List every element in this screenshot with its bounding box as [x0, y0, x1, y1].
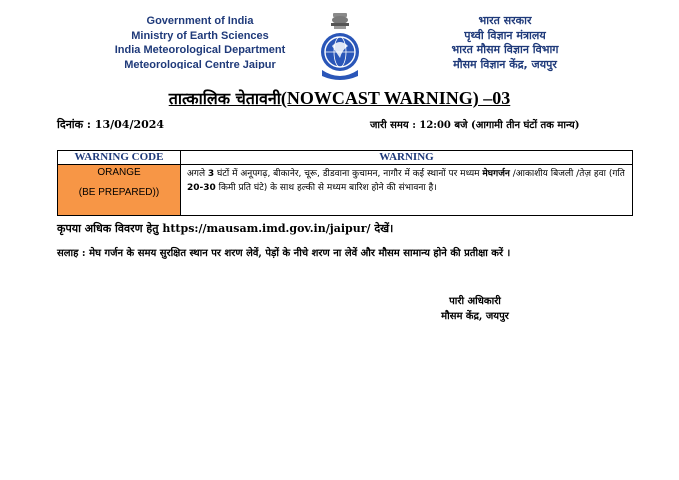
signature-line: मौसम केंद्र, जयपुर — [441, 311, 509, 322]
header-line: India Meteorological Department — [114, 44, 286, 56]
warning-code-cell — [58, 165, 181, 216]
col-header-warning: WARNING — [181, 151, 633, 165]
header-line: भारत मौसम विज्ञान विभाग — [451, 43, 559, 56]
warning-table — [57, 150, 633, 216]
header-english — [100, 14, 300, 69]
warning-text — [181, 165, 633, 216]
title-hindi: तात्कालिक चेतावनी — [168, 89, 281, 108]
signature-line: पारी अधिकारी — [449, 296, 501, 307]
warning-hours: 3 — [207, 169, 215, 179]
header-line: Meteorological Centre Jaipur — [124, 58, 276, 69]
warning-text-part: /आकाशीय बिजली /तेज़ हवा (गति — [509, 169, 625, 179]
warning-level: ORANGE — [97, 167, 141, 178]
issue-date: दिनांक : 13/04/2024 — [57, 118, 165, 131]
advice-text: सलाह : मेघ गर्जन के समय सुरक्षित स्थान पर शरण लेवें, पेड़ों के नीचे शरण ना लेवें और मौसम सामान्य होने की प्रतीक्षा करें । — [57, 248, 511, 259]
col-header-code: WARNING CODE — [58, 151, 181, 165]
header-line: Ministry of Earth Sciences — [131, 29, 269, 42]
header-hindi — [420, 14, 590, 72]
warning-text-part: अगले — [187, 169, 208, 179]
warning-wind-speed: 20-30 — [187, 183, 216, 193]
title-english: (NOWCAST WARNING) –03 — [280, 88, 511, 108]
header-line: मौसम विज्ञान केंद्र, जयपुर — [453, 57, 557, 71]
header-line: Government of India — [146, 15, 254, 27]
issue-time: जारी समय : 12:00 बजे (आगामी तीन घंटों तक मान्य) — [370, 120, 580, 131]
warning-text-part: घंटों में अनूपगढ़, बीकानेर, चूरू, डीडवाना कुचामन, नागौर में कई स्थानों पर मध्यम — [214, 169, 483, 179]
warning-action: (BE PREPARED)) — [78, 187, 160, 198]
signature — [420, 294, 530, 324]
header-line: भारत सरकार — [478, 14, 532, 27]
warning-text-part: किमी प्रति घंटे) के साथ हल्की से मध्यम बारिश होने की संभावना है। — [215, 183, 437, 193]
imd-emblem-icon — [318, 12, 362, 82]
header-line: पृथ्वी विज्ञान मंत्रालय — [464, 28, 546, 42]
more-info-link[interactable]: कृपया अधिक विवरण हेतु https://mausam.imd.gov.in/jaipur/ देखें। — [57, 222, 394, 235]
warning-thunder: मेघगर्जन — [482, 169, 510, 179]
page-title — [0, 87, 679, 110]
